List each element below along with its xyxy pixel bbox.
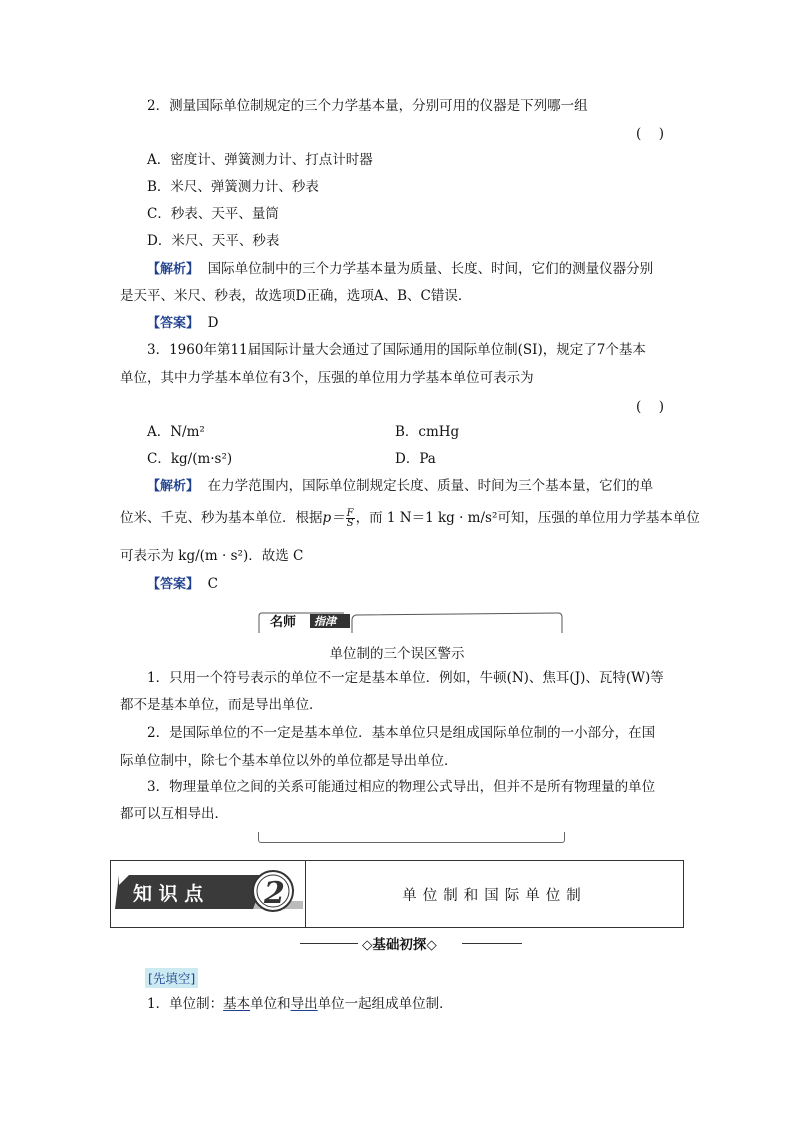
q3-answer-paren: ( ) xyxy=(636,399,667,415)
basic-item-1: 1．单位制：基本单位和导出单位一起组成单位制． xyxy=(147,996,453,1012)
section-header xyxy=(110,860,684,928)
formula-fraction: $\frac{F}{S}$ xyxy=(346,508,354,529)
tip-item-3-line2: 都可以互相导出． xyxy=(120,806,228,822)
tip-header-frame xyxy=(258,612,563,634)
q3-stem-line2: 单位，其中力学基本单位有3个，压强的单位用力学基本单位可表示为 xyxy=(120,370,534,386)
q3-option-c: C．kg/(m·s²) xyxy=(147,451,233,467)
section-title: 单位制和国际单位制 xyxy=(402,887,587,904)
q3-analysis-line1: 【解析】 在力学范围内，国际单位制规定长度、质量、时间为三个基本量，它们的单 xyxy=(147,478,654,494)
q3-option-a: A．N/m² xyxy=(147,424,205,440)
tip-item-2-line2: 际单位制中，除七个基本单位以外的单位都是导出单位． xyxy=(120,753,458,769)
q2-option-d: D．米尺、天平、秒表 xyxy=(147,233,280,249)
section-number: 2 xyxy=(264,876,285,911)
tip-title: 单位制的三个误区警示 xyxy=(329,646,465,662)
q2-option-a: A．密度计、弹簧测力计、打点计时器 xyxy=(147,152,373,168)
section-badge-graphic xyxy=(111,861,303,927)
q2-analysis-line2: 是天平、米尺、秒表，故选项D正确，选项A、B、C错误． xyxy=(120,288,472,304)
tip-badge-a: 名师 xyxy=(270,615,297,630)
tip-item-1-line1: 1．只用一个符号表示的单位不一定是基本单位．例如，牛顿(N)、焦耳(J)、瓦特(W)等 xyxy=(147,670,664,686)
formula-p: p＝ xyxy=(322,510,345,526)
tip-item-2-line1: 2．是国际单位的不一定是基本单位．基本单位只是组成国际单位制的一小部分，在国 xyxy=(147,725,656,741)
tip-item-1-line2: 都不是基本单位，而是导出单位． xyxy=(120,697,323,713)
q2-analysis-line1: 【解析】 国际单位制中的三个力学基本量为质量、长度、时间，它们的测量仪器分别 xyxy=(147,261,654,277)
q3-option-d: D．Pa xyxy=(395,451,436,467)
q3-option-b: B．cmHg xyxy=(395,424,460,440)
section-label: 知 识 点 xyxy=(133,883,204,905)
analysis-tag: 【解析】 xyxy=(147,262,200,277)
blank-2: 导出 xyxy=(290,996,318,1012)
blank-1: 基本 xyxy=(223,996,251,1012)
answer-tag: 【答案】 xyxy=(147,316,200,331)
q3-analysis-line3: 可表示为 kg/(m · s²)．故选 C xyxy=(120,548,304,564)
q2-answer-paren: ( ) xyxy=(636,126,667,142)
analysis-tag: 【解析】 xyxy=(147,479,200,494)
tip-badge-b: 指津 xyxy=(314,615,336,628)
tip-item-3-line1: 3．物理量单位之间的关系可能通过相应的物理公式导出，但并不是所有物理量的单位 xyxy=(147,779,656,795)
fill-in-tag: [先填空] xyxy=(145,968,198,988)
basic-heading-rule-right xyxy=(462,943,522,944)
section-badge xyxy=(111,861,306,927)
q2-option-c: C．秒表、天平、量筒 xyxy=(147,206,279,222)
q2-option-b: B．米尺、弹簧测力计、秒表 xyxy=(147,179,319,195)
q3-analysis-line2: 位米、千克、秒为基本单位．根据p＝ $\frac{F}{S}$ ，而 1 N＝1 kg · m/s²可知，压强的单位用力学基本单位 xyxy=(120,508,700,529)
q3-answer: 【答案】 C xyxy=(147,576,218,592)
basic-heading-text: ◇基础初探◇ xyxy=(362,937,437,953)
q2-stem: 2．测量国际单位制规定的三个力学基本量，分别可用的仪器是下列哪一组 xyxy=(147,98,588,114)
q2-answer: 【答案】 D xyxy=(147,315,219,331)
tip-frame-bottom xyxy=(258,832,565,843)
q3-stem-line1: 3．1960年第11届国际计量大会通过了国际通用的国际单位制(SI)，规定了7个基本 xyxy=(147,342,646,358)
basic-heading-rule-left xyxy=(300,943,358,944)
basic-heading xyxy=(300,933,522,953)
answer-tag: 【答案】 xyxy=(147,577,200,592)
